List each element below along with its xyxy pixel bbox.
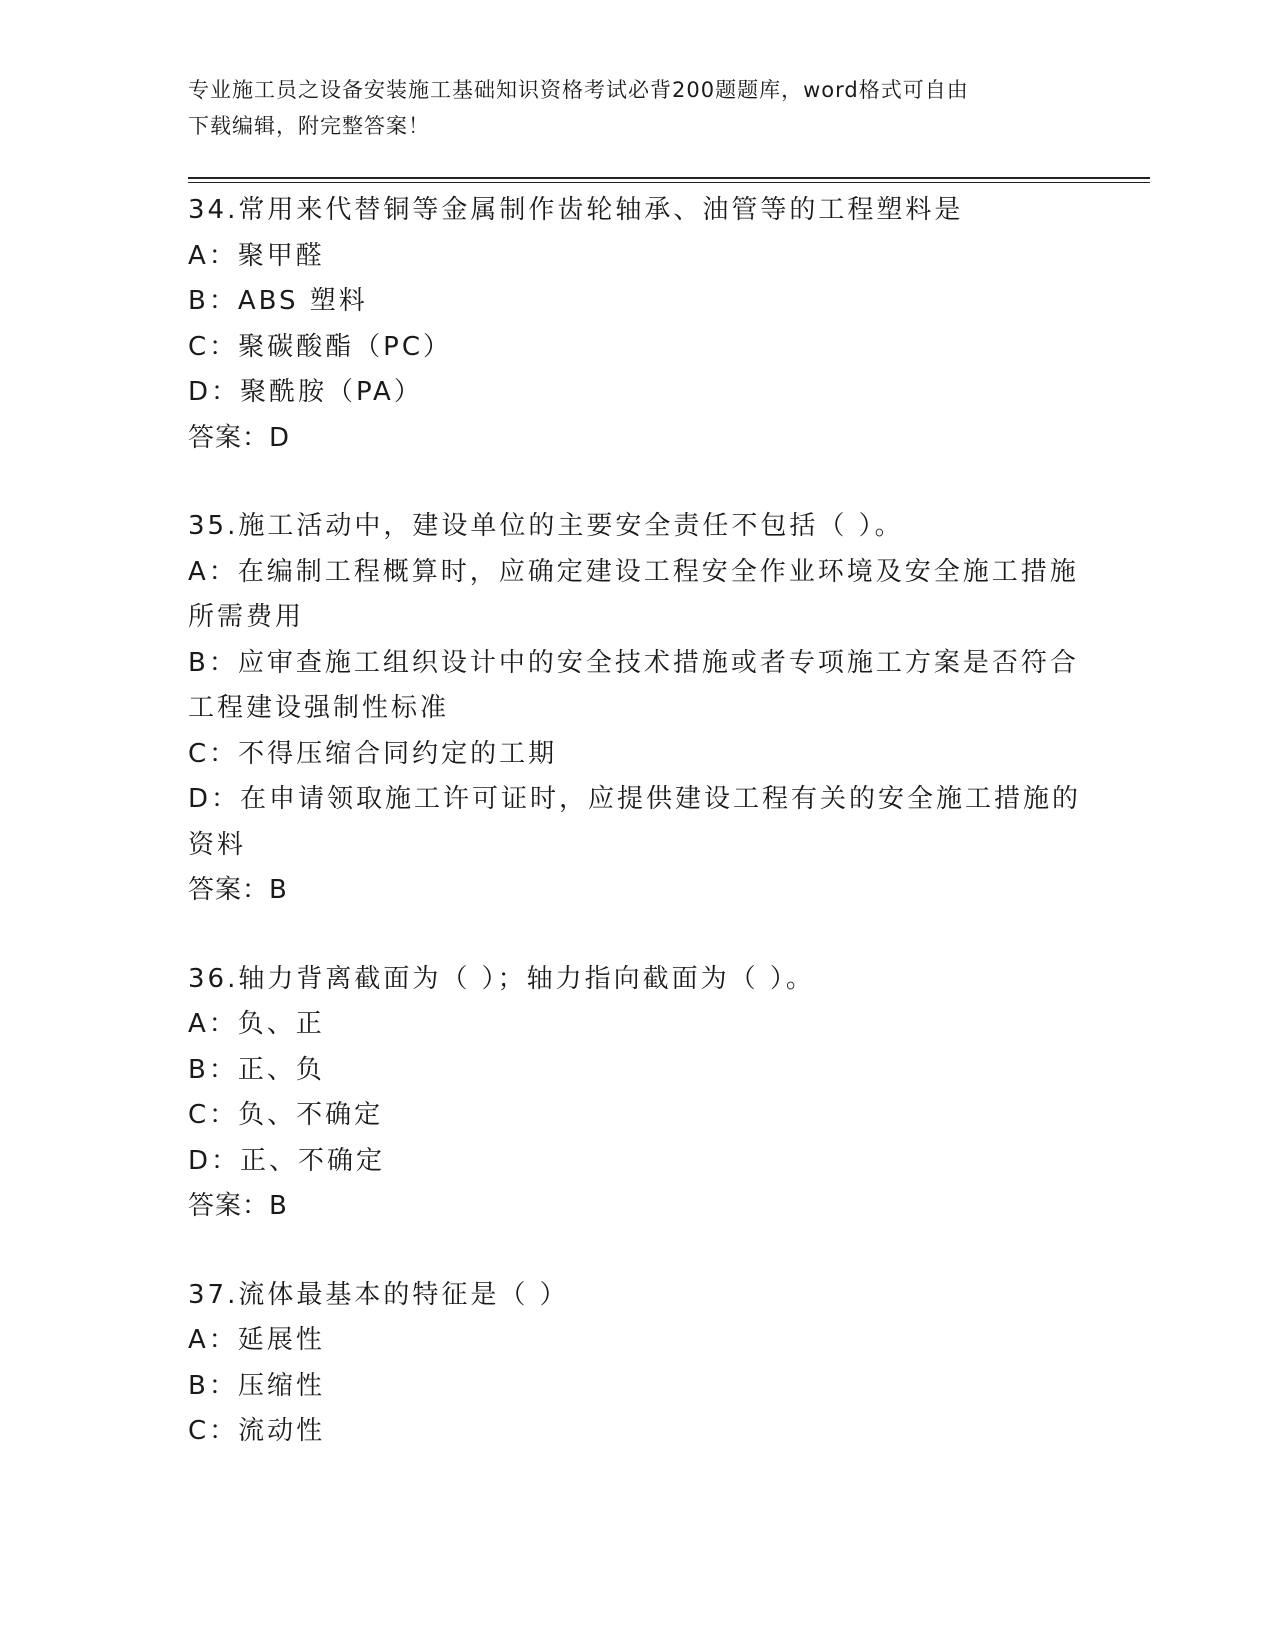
answer: 答案：B	[188, 875, 288, 905]
question-37	[188, 1273, 1088, 1455]
header-divider-thin	[188, 182, 1150, 183]
question-34	[188, 188, 1088, 461]
option-a: A：聚甲醛	[188, 240, 325, 271]
answer: 答案：B	[188, 1191, 288, 1221]
answer: 答案：D	[188, 422, 291, 453]
option-d: D：聚酰胺（PA）	[188, 377, 423, 407]
option-c: C：负、不确定	[188, 1100, 384, 1130]
option-d: D：正、不确定	[188, 1145, 386, 1176]
option-b: B：正、负	[188, 1054, 325, 1085]
option-c: C：聚碳酸酯（PC）	[188, 331, 452, 362]
option-a-continued: 所需费用	[188, 602, 305, 632]
question-stem: 36.轴力背离截面为（ ）；轴力指向截面为（ ）。	[188, 963, 815, 994]
option-c: C：流动性	[188, 1416, 326, 1446]
question-stem: 34.常用来代替铜等金属制作齿轮轴承、油管等的工程塑料是	[188, 195, 964, 225]
option-a: A：在编制工程概算时，应确定建设工程安全作业环境及安全施工措施	[188, 556, 1079, 587]
question-35	[188, 504, 1088, 914]
option-b: B：应审查施工组织设计中的安全技术措施或者专项施工方案是否符合	[188, 647, 1079, 678]
option-d-continued: 资料	[188, 829, 247, 860]
document-header	[188, 72, 1068, 144]
option-b: B：ABS 塑料	[188, 286, 368, 316]
question-36	[188, 957, 1088, 1230]
option-d: D：在申请领取施工许可证时，应提供建设工程有关的安全施工措施的	[188, 784, 1082, 814]
option-b: B：压缩性	[188, 1370, 325, 1401]
option-b-continued: 工程建设强制性标准	[188, 693, 450, 723]
option-a: A：负、正	[188, 1009, 325, 1039]
header-line-2: 下载编辑，附完整答案！	[188, 114, 430, 138]
question-list	[188, 188, 1088, 1498]
question-stem: 35.施工活动中，建设单位的主要安全责任不包括（ ）。	[188, 511, 904, 541]
option-a: A：延展性	[188, 1325, 325, 1355]
header-line-1: 专业施工员之设备安装施工基础知识资格考试必背200题题库，word格式可自由	[188, 78, 969, 102]
question-stem: 37.流体最基本的特征是（ ）	[188, 1279, 569, 1310]
option-c: C：不得压缩合同约定的工期	[188, 738, 558, 769]
header-divider-thick	[188, 177, 1150, 179]
